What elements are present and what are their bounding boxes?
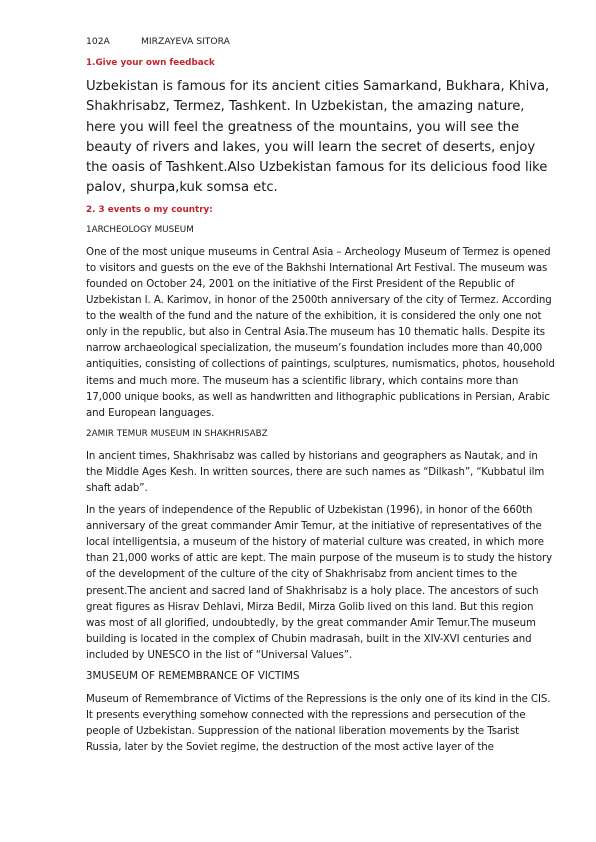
student-name: MIRZAYEVA SITORA [141, 36, 230, 47]
event-1-title: 1ARCHEOLOGY MUSEUM [86, 224, 194, 235]
group-number: 102A [86, 36, 110, 47]
feedback-paragraph: Uzbekistan is famous for its ancient cities Samarkand, Bukhara, Khiva, Shakhrisabz, Termez, Tashkent. In Uzbekistan, the amazing nature, here you will feel the greatness of the mountains, you will see the beauty of rivers and lakes, you will learn the secret of deserts, enjoy the oasis of Tashkent.Also Uzbekistan famous for its delicious food like palov, shurpa,kuk somsa etc. [86, 79, 550, 196]
section-2-heading: 2. 3 events o my country: [86, 204, 213, 215]
document-page [86, 36, 556, 762]
document-header [86, 36, 556, 48]
event-2-title: 2AMIR TEMUR MUSEUM IN SHAKHRISABZ [86, 428, 268, 439]
section-1-heading: 1.Give your own feedback [86, 58, 215, 68]
event-1-paragraph: One of the most unique museums in Central Asia – Archeology Museum of Termez is opened to visitors and guests on the eve of the Bakhshi International Art Festival. The museum was founded on October 24, 2001 on the initiative of the First President of the Republic of Uzbekistan I. A. Karimov, in honor of the 2500th anniversary of the city of Termez. According to the wealth of the fund and the nature of the exhibition, it is considered the only one not only in the republic, but also in Central Asia.The museum has 10 thematic halls. Despite its narrow archaeological specialization, the museum’s foundation includes more than 40,000 antiquities, consisting of collections of paintings, sculptures, numismatics, photos, household items and much more. The museum has a scientific library, which contains more than 17,000 unique books, as well as handwritten and lithographic publications in Persian, Arabic and European languages. [86, 246, 555, 419]
event-3-paragraph: Museum of Remembrance of Victims of the Repressions is the only one of its kind in the CIS. It presents everything somehow connected with the repressions and persecution of the people of Uzbekistan. Suppression of the national liberation movements by the Tsarist Russia, later by the Soviet regime, the destruction of the most active layer of the [86, 694, 551, 754]
event-3-title: 3MUSEUM OF REMEMBRANCE OF VICTIMS [86, 671, 300, 683]
event-2-paragraph: In ancient times, Shakhrisabz was called by historians and geographers as Nautak, and in the Middle Ages Kesh. In written sources, there are such names as “Dilkash”, “Kubbatul ilm shaft adab”. [86, 450, 545, 494]
event-2-paragraph: In the years of independence of the Republic of Uzbekistan (1996), in honor of the 660th anniversary of the great commander Amir Temur, at the initiative of representatives of the local intelligentsia, a museum of the history of material culture was created, in which more than 21,000 works of attic are kept. The main purpose of the museum is to study the history of the development of the culture of the city of Shakhrisabz from ancient times to the present.The ancient and sacred land of Shakhrisabz is a holy place. The ancestors of such great figures as Hisrav Dehlavi, Mirza Bedil, Mirza Golib lived on this land. But this region was most of all glorified, undoubtedly, by the great commander Amir Temur.The museum building is located in the complex of Chubin madrasah, built in the XIV-XVI centuries and included by UNESCO in the list of “Universal Values”. [86, 505, 553, 661]
